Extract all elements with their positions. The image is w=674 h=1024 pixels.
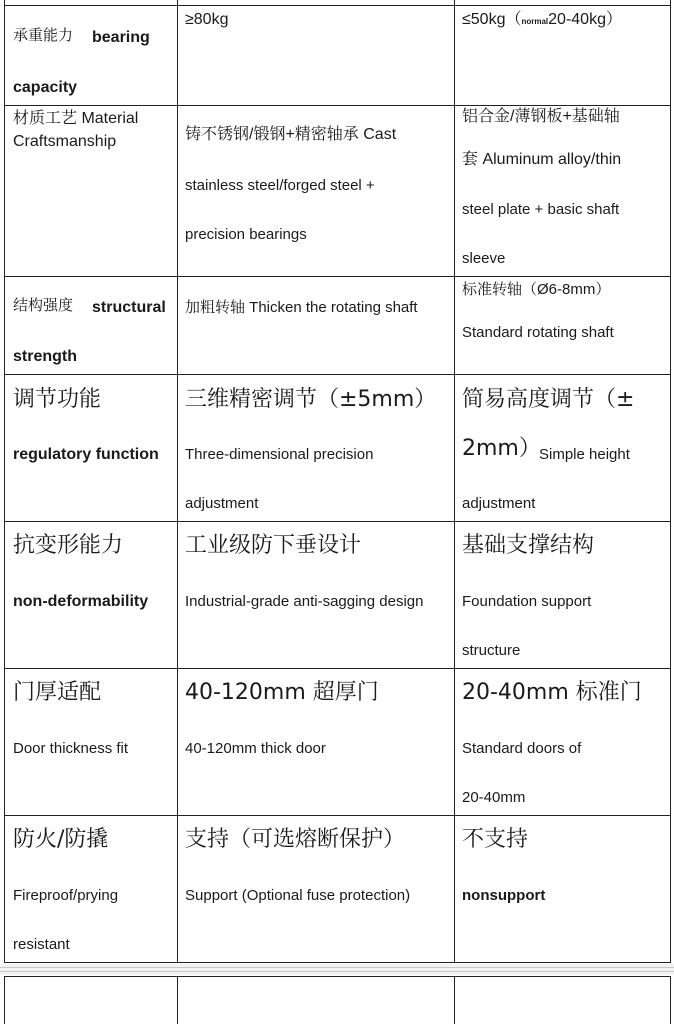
cell-text: Standard rotating shaft <box>462 324 614 341</box>
row-label-zh: 门厚适配 <box>13 680 102 705</box>
cell-text: steel plate + basic shaft <box>462 201 620 218</box>
cell-text: 铝合金/薄钢板+基础轴 <box>462 108 620 125</box>
cell-heading: 工业级防下垂设计 <box>185 533 362 558</box>
cell-text: adjustment <box>185 495 259 512</box>
cell-text: Standard doors of <box>462 740 582 757</box>
column-divider <box>454 976 455 1024</box>
cell-text: ≥80kg <box>185 11 229 28</box>
row-label-en: regulatory function <box>13 446 159 463</box>
column-divider <box>454 0 455 963</box>
page-break-line <box>0 967 674 968</box>
cell-text: structure <box>462 642 521 659</box>
row-label-zh: 抗变形能力 <box>13 533 124 558</box>
row-label-en: Fireproof/prying <box>13 887 119 904</box>
cell-text: Simple height <box>539 446 630 463</box>
cell-text: ≤50kg（normal20-40kg） <box>462 11 622 28</box>
row-label-zh: 承重能力 <box>13 27 74 44</box>
cell-text: 标准转轴（Ø6-8mm） <box>462 281 611 298</box>
row-divider <box>4 105 670 106</box>
cell-text: nonsupport <box>462 887 546 904</box>
row-divider <box>4 668 670 669</box>
row-label-en: structural <box>92 299 166 316</box>
row-divider <box>4 276 670 277</box>
row-label-zh: 防火/防撬 <box>13 827 109 852</box>
row-label-en: strength <box>13 348 77 365</box>
column-divider <box>177 0 178 963</box>
table-top-border <box>4 976 670 977</box>
cell-text: 20-40mm <box>462 789 526 806</box>
row-label-en: non-deformability <box>13 593 149 610</box>
row-divider <box>4 374 670 375</box>
cell-text: stainless steel/forged steel + <box>185 177 375 194</box>
cell-text: sleeve <box>462 250 506 267</box>
cell-text: Foundation support <box>462 593 592 610</box>
cell-heading: 不支持 <box>462 827 529 852</box>
page-break-line <box>0 971 674 972</box>
cell-text: 套 Aluminum alloy/thin <box>462 151 622 168</box>
cell-text: 40-120mm thick door <box>185 740 326 757</box>
column-divider <box>4 0 5 963</box>
cell-heading: 支持（可选熔断保护） <box>185 827 406 852</box>
cell-text: adjustment <box>462 495 536 512</box>
row-divider <box>4 815 670 816</box>
cell-heading: 40-120mm 超厚门 <box>185 680 379 705</box>
row-label-en: capacity <box>13 79 78 96</box>
table-bottom-border <box>4 962 670 963</box>
cell-text: Support (Optional fuse protection) <box>185 887 411 904</box>
row-label: Craftsmanship <box>13 133 117 150</box>
column-divider <box>177 976 178 1024</box>
cell-heading: 三维精密调节（±5mm） <box>185 387 437 412</box>
column-divider <box>4 976 5 1024</box>
row-label-en: bearing <box>92 29 150 46</box>
column-divider <box>670 0 671 963</box>
row-label-zh: 调节功能 <box>13 387 102 412</box>
page-break <box>0 964 674 975</box>
row-label-en: Door thickness fit <box>13 740 129 757</box>
cell-heading: 20-40mm 标准门 <box>462 680 642 705</box>
cell-text: 铸不锈钢/锻钢+精密轴承 Cast <box>185 126 397 143</box>
cell-text: Industrial-grade anti-sagging design <box>185 593 424 610</box>
cell-text: precision bearings <box>185 226 307 243</box>
row-label-zh: 结构强度 <box>13 297 74 314</box>
column-divider <box>670 976 671 1024</box>
cell-heading: 基础支撑结构 <box>462 533 595 558</box>
cell-heading: 简易高度调节（± <box>462 387 635 412</box>
cell-text: Three-dimensional precision <box>185 446 374 463</box>
row-divider <box>4 521 670 522</box>
row-label-en: resistant <box>13 936 70 953</box>
row-label: 材质工艺 Material <box>13 110 139 127</box>
cell-heading: 2mm） <box>462 436 541 461</box>
table-top-border <box>4 5 670 6</box>
cell-text: 加粗转轴 Thicken the rotating shaft <box>185 299 418 316</box>
